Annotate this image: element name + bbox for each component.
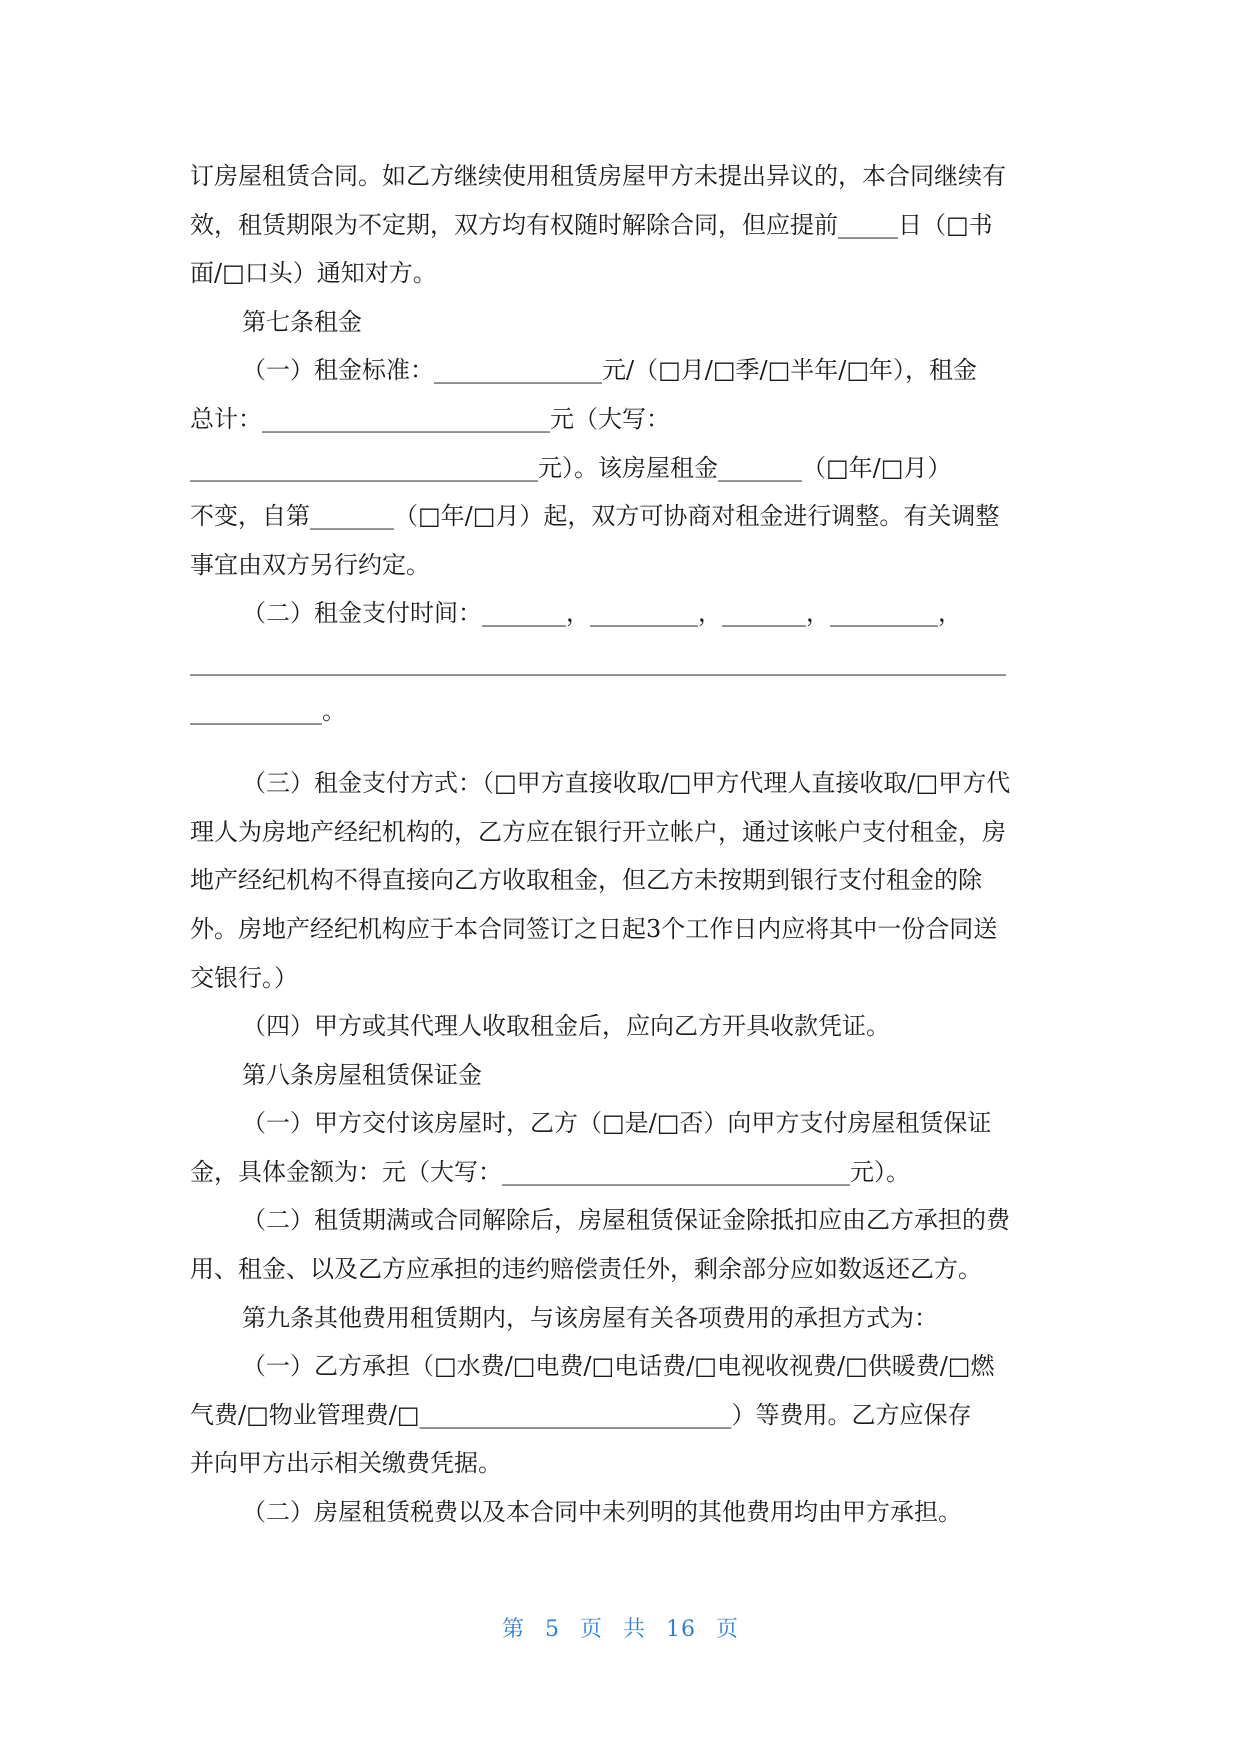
text-line: ___________。	[190, 696, 346, 725]
text-line: 理人为房地产经纪机构的，乙方应在银行开立帐户，通过该帐户支付租金，房	[190, 817, 1006, 846]
text-line: 交银行。）	[190, 963, 298, 992]
text-line: 外。房地产经纪机构应于本合同签订之日起3个工作日内应将其中一份合同送	[190, 914, 998, 943]
text-line: 并向甲方出示相关缴费凭据。	[190, 1449, 502, 1478]
text-line: 事宜由双方另行约定。	[190, 550, 430, 579]
footer-gong: 共	[623, 1617, 647, 1642]
footer-total-pages: 16	[666, 1617, 697, 1642]
text-line: 总计：________________________元（大写：	[190, 404, 670, 433]
text-line: 第九条其他费用租赁期内，与该房屋有关各项费用的承担方式为：	[242, 1303, 938, 1332]
text-line: 第七条租金	[242, 307, 362, 336]
footer-ye: 页	[579, 1617, 603, 1642]
text-line: 用、租金、以及乙方应承担的违约赔偿责任外，剩余部分应如数返还乙方。	[190, 1255, 982, 1284]
footer-page-number: 5	[544, 1617, 560, 1642]
text-line: 地产经纪机构不得直接向乙方收取租金，但乙方未按期到银行支付租金的除	[190, 866, 982, 895]
page-footer	[0, 1612, 1241, 1643]
text-line: （一）甲方交付该房屋时，乙方（□是/□否）向甲方支付房屋租赁保证	[242, 1109, 992, 1138]
paragraph-gap	[190, 735, 1062, 759]
text-line: （二）房屋租赁税费以及本合同中未列明的其他费用均由甲方承担。	[242, 1498, 962, 1527]
text-line: （四）甲方或其代理人收取租金后，应向乙方开具收款凭证。	[242, 1012, 890, 1041]
text-line: 不变，自第_______（□年/□月）起，双方可协商对租金进行调整。有关调整	[190, 502, 1000, 531]
text-line: （一）乙方承担（□水费/□电费/□电话费/□电视收视费/□供暖费/□燃	[242, 1352, 995, 1381]
text-line: （一）租金标准：______________元/（□月/□季/□半年/□年），租金	[242, 356, 978, 385]
text-line: _____________________________元）。该房屋租金_______（□年/□月）	[190, 453, 952, 482]
text-line: 金，具体金额为：元（大写：_____________________________元）。	[190, 1157, 910, 1186]
text-line: （二）租金支付时间：_______，_________，_______，_________，	[242, 599, 962, 628]
text-line: ____________________________________________________________________	[190, 647, 1006, 676]
text-line: 订房屋租赁合同。如乙方继续使用租赁房屋甲方未提出异议的，本合同继续有	[190, 162, 1006, 190]
text-line: 效，租赁期限为不定期，双方均有权随时解除合同，但应提前_____日（□书	[190, 210, 993, 239]
footer-ye-2: 页	[716, 1617, 740, 1642]
footer-di: 第	[501, 1617, 525, 1642]
text-line: 面/□口头）通知对方。	[190, 259, 437, 288]
text-line: （三）租金支付方式：（□甲方直接收取/□甲方代理人直接收取/□甲方代	[242, 769, 1011, 798]
text-line: （二）租赁期满或合同解除后，房屋租赁保证金除抵扣应由乙方承担的费	[242, 1206, 1010, 1235]
document-body	[190, 152, 1062, 1537]
text-line: 第八条房屋租赁保证金	[242, 1060, 482, 1089]
text-line: 气费/□物业管理费/□__________________________）等费用。乙方应保存	[190, 1400, 972, 1429]
